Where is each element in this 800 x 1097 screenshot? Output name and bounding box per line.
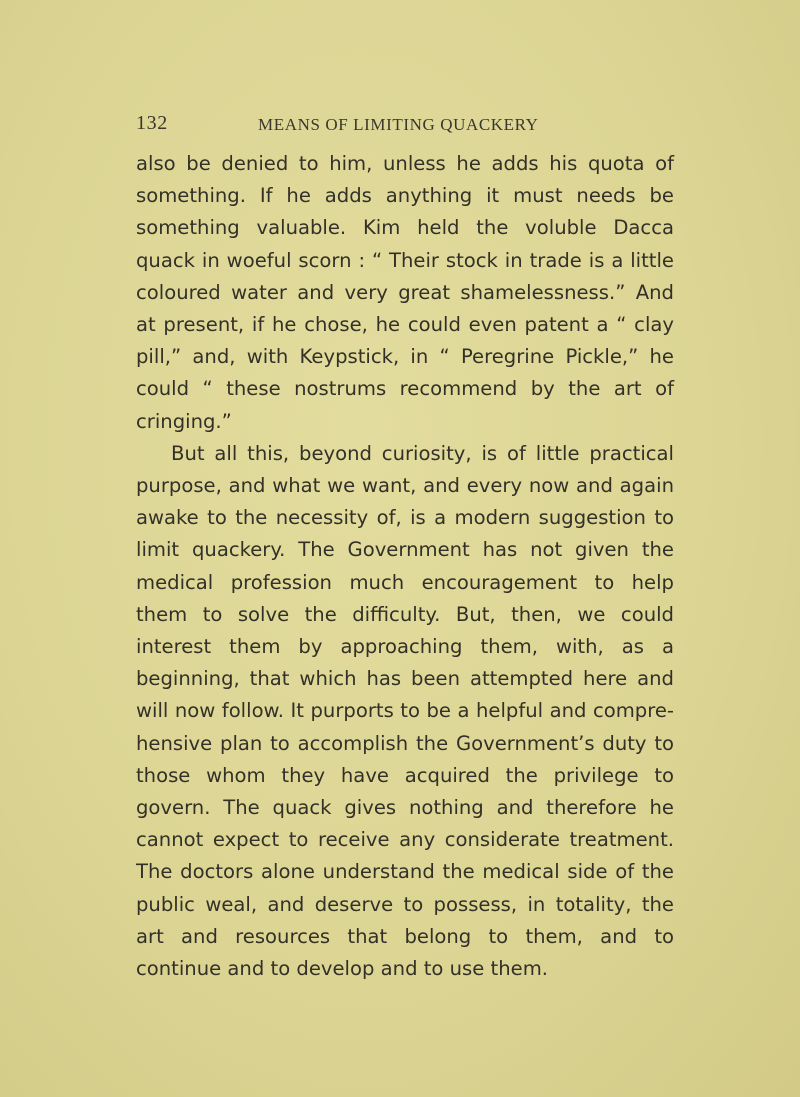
paragraph-main: But all this, beyond curiosity, is of little practical purpose, and what we want, and every now and again awake to the necessity of, is a modern suggestion to limit quackery. The Government has not given the medical profession much encouragement to help them to solve the difficulty. But, then, we could interest them by approaching them, with, as a beginning, that which has been attempted here and will now follow. It purports to be a helpful and compre- hensive plan to accomplish the Government’s duty to those whom they have acquired the privilege to govern. The quack gives nothing and therefore he cannot expect to receive any considerate treatment. The doctors alone understand the medical side of the public weal, and deserve to possess, in totality, the art and resources that belong to them, and to continue and to develop and to use them. bbox=[136, 441, 674, 981]
body-text bbox=[136, 148, 674, 985]
paragraph-continued: also be denied to him, unless he adds his quota of something. If he adds anything it must needs be something valuable. Kim held the voluble Dacca quack in woeful scorn : “ Their stock in trade is a little coloured water and very great shamelessness.” And at present, if he chose, he could even patent a “ clay pill,” and, with Keypstick, in “ Peregrine Pickle,” he could “ these nostrums recommend by the art of cringing.” bbox=[136, 152, 674, 433]
running-head: MEANS OF LIMITING QUACKERY bbox=[258, 115, 539, 134]
page-header bbox=[136, 112, 669, 138]
page-number: 132 bbox=[136, 112, 168, 134]
